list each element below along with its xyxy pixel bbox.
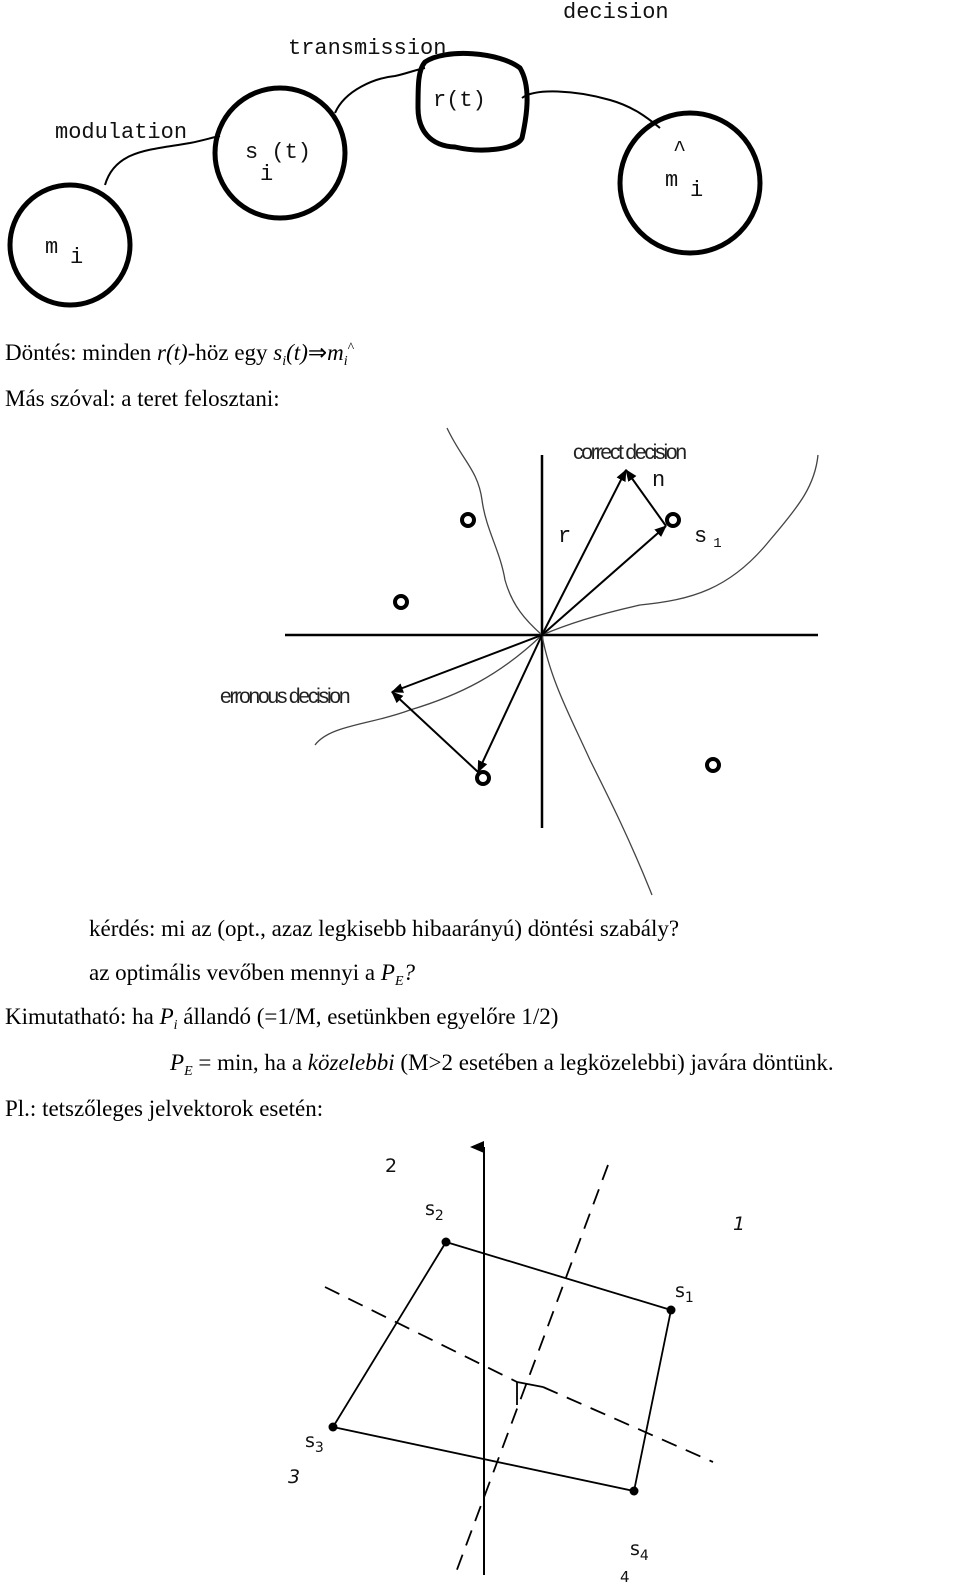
signal-point-s1	[667, 514, 679, 526]
channel-diagram	[0, 0, 960, 320]
decision-label: decision	[563, 0, 669, 25]
decision-region-diagram	[0, 420, 960, 900]
signal-point	[477, 772, 489, 784]
label-s1: $s_1$	[675, 1280, 694, 1306]
transmission-arc	[335, 68, 425, 113]
region-label-2: 2	[385, 1155, 398, 1177]
point-s2	[442, 1238, 451, 1247]
example-line: Pl.: tetszőleges jelvektorok esetén:	[5, 1096, 324, 1121]
noise-label: n	[652, 468, 666, 493]
estimated-message-sub: i	[690, 178, 704, 203]
received-signal-label: r(t)	[433, 88, 486, 113]
region-label-1: 1	[733, 1213, 746, 1235]
partition-line: Más szóval: a teret felosztani:	[5, 386, 280, 411]
estimated-message-hat: ^	[673, 138, 687, 163]
correct-decision-label: correct decision	[573, 441, 685, 464]
point-s4	[630, 1487, 639, 1496]
transmitted-signal-label: s (t)	[245, 140, 312, 165]
noise-vector-erroneous	[392, 692, 478, 772]
error-probability-line: $P_E = \min$, ha a közelebbi (M>2 esetében a legközelebbi) javára döntünk.	[170, 1050, 834, 1079]
received-label: r	[558, 524, 572, 549]
label-s4: $s_4$	[630, 1538, 649, 1564]
source-message-label: m	[45, 235, 59, 260]
point-s1	[667, 1306, 676, 1315]
region-label-4: 4	[620, 1568, 630, 1586]
boundary-curve-left-top	[447, 428, 542, 635]
point-s3	[329, 1423, 338, 1432]
signal-vector-diagram	[0, 1135, 960, 1583]
theorem-line: Kimutatható: ha $P_i$ állandó (=1/M, esetünkben egyelőre 1/2)	[5, 1004, 559, 1033]
label-s3: $s_3$	[305, 1430, 324, 1456]
signal-point	[707, 759, 719, 771]
boundary-curve-right-bottom	[542, 635, 652, 895]
dashed-boundary-lower	[325, 1287, 517, 1382]
modulation-label: modulation	[55, 120, 188, 145]
estimated-message-label: m	[665, 168, 679, 193]
dashed-boundary-right	[543, 1387, 713, 1462]
source-message-sub: i	[70, 245, 84, 270]
transmitted-signal-sub: i	[260, 162, 274, 187]
dashed-boundary-diagonal	[455, 1165, 608, 1575]
label-s2: $s_2$	[425, 1198, 444, 1224]
decision-rule-line: Döntés: minden r(t)-höz egy $s_i(t)\Rightarrow m_i^{\^{}}$	[5, 340, 355, 369]
decision-arc	[522, 91, 660, 128]
signal-point	[462, 514, 474, 526]
question-line-2: az optimális vevőben mennyi a $P_E$?	[89, 960, 416, 989]
boundary-curve-left-bottom	[315, 635, 542, 745]
signal-quadrilateral	[333, 1242, 671, 1491]
question-line-1: kérdés: mi az (opt., azaz legkisebb hibaarányú) döntési szabály?	[89, 916, 680, 941]
received-vector-correct	[542, 470, 626, 635]
transmission-label: transmission	[288, 36, 447, 61]
boundary-curve-right-top	[542, 455, 818, 635]
dashed-boundary-notch-h	[517, 1382, 543, 1387]
signal-point	[395, 596, 407, 608]
erroneous-decision-label: erronous decision	[220, 685, 349, 708]
region-label-3: 3	[288, 1466, 301, 1488]
s1-label: s $_1$	[694, 524, 722, 552]
